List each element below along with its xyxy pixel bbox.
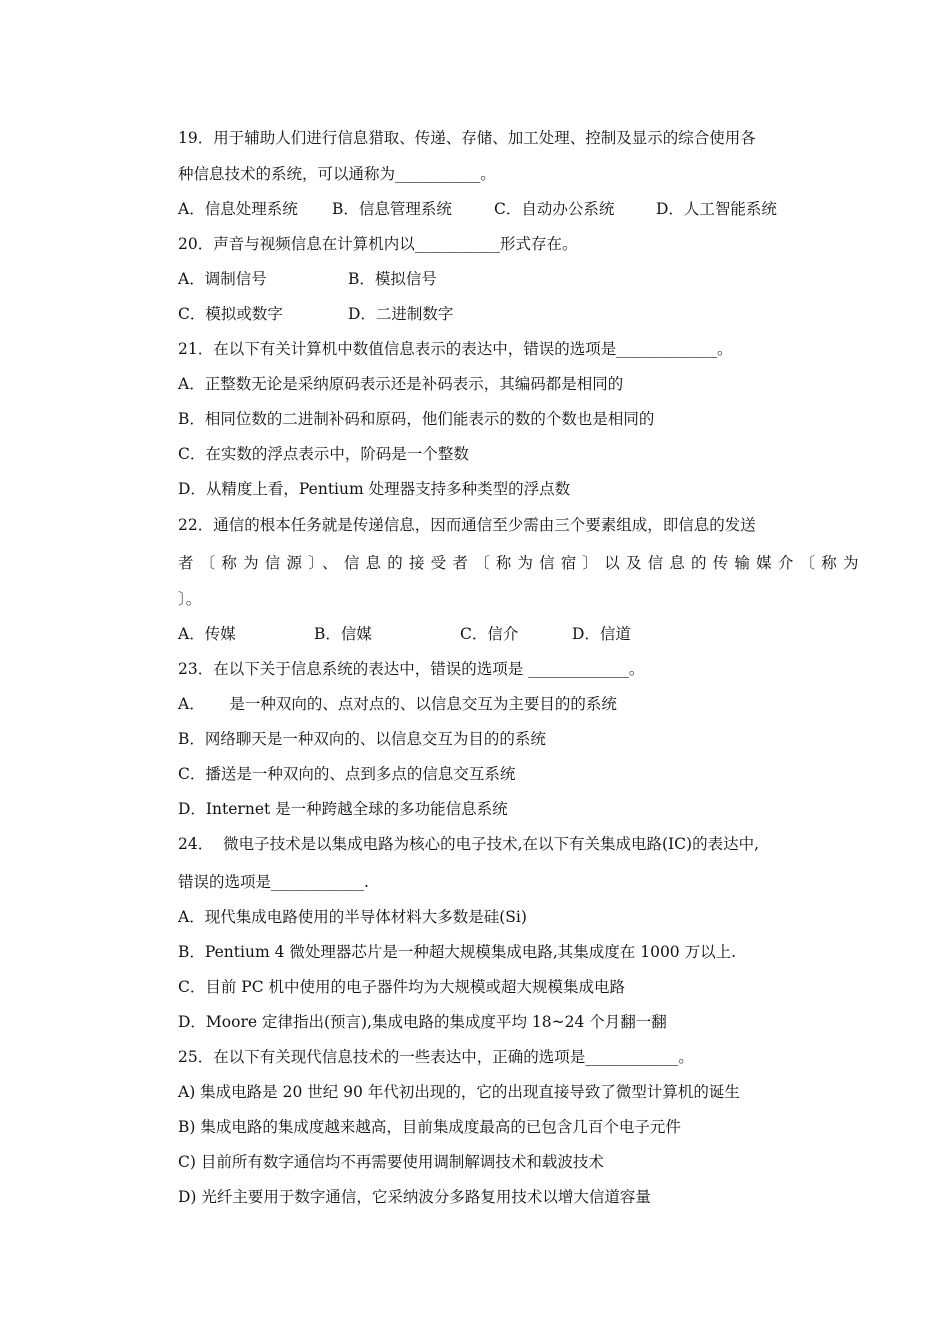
q25-option-c: C) 目前所有数字通信均不再需要使用调制解调技术和载波技术 [178,1153,604,1171]
q22-option-d: D．信道 [572,625,631,643]
q19-stem-line1: 19．用于辅助人们进行信息猎取、传递、存储、加工处理、控制及显示的综合使用各 [178,129,756,147]
q20-stem: 20．声音与视频信息在计算机内以___________形式存在。 [178,235,578,253]
q22-option-b: B．信媒 [314,625,372,643]
q21-option-d: D．从精度上看，Pentium 处理器支持多种类型的浮点数 [178,480,571,498]
q21-option-c: C．在实数的浮点表示中，阶码是一个整数 [178,445,469,463]
q24-option-c: C．目前 PC 机中使用的电子器件均为大规模或超大规模集成电路 [178,978,626,996]
q25-stem: 25．在以下有关现代信息技术的一些表达中，正确的选项是____________。 [178,1048,694,1066]
q20-option-b: B．模拟信号 [348,270,437,288]
q25-option-d: D) 光纤主要用于数字通信，它采纳波分多路复用技术以增大信道容量 [178,1188,651,1206]
q25-option-b: B) 集成电路的集成度越来越高，目前集成度最高的已包含几百个电子元件 [178,1118,681,1136]
q23-option-c: C．播送是一种双向的、点到多点的信息交互系统 [178,765,516,783]
q21-stem: 21．在以下有关计算机中数值信息表示的表达中，错误的选项是_____________。 [178,340,733,358]
q20-option-a: A．调制信号 [178,270,267,288]
q19-option-b: B．信息管理系统 [332,200,452,218]
q19-option-d: D．人工智能系统 [656,200,777,218]
q19-option-a: A．信息处理系统 [178,200,298,218]
q23-option-b: B．网络聊天是一种双向的、以信息交互为目的的系统 [178,730,546,748]
q23-option-a: A． 是一种双向的、点对点的、以信息交互为主要目的的系统 [178,695,617,713]
q24-option-d: D．Moore 定律指出(预言),集成电路的集成度平均 18~24 个月翻一翻 [178,1013,667,1031]
q19-option-c: C．自动办公系统 [494,200,615,218]
q24-option-a: A．现代集成电路使用的半导体材料大多数是硅(Si) [178,908,527,926]
q19-stem-line2: 种信息技术的系统，可以通称为___________。 [178,165,496,183]
q22-option-c: C．信介 [460,625,519,643]
q25-option-a: A) 集成电路是 20 世纪 90 年代初出现的，它的出现直接导致了微型计算机的诞生 [178,1083,740,1101]
q23-stem: 23．在以下关于信息系统的表达中，错误的选项是 _____________。 [178,660,645,678]
q20-option-c: C．模拟或数字 [178,305,283,323]
q22-stem-line1: 22．通信的根本任务就是传递信息，因而通信至少需由三个要素组成，即信息的发送 [178,516,756,534]
q24-stem-line2: 错误的选项是____________. [178,873,369,891]
q24-stem-line1: 24． 微电子技术是以集成电路为核心的电子技术,在以下有关集成电路(IC)的表达中, [178,835,760,853]
q23-option-d: D．Internet 是一种跨越全球的多功能信息系统 [178,800,508,818]
q22-option-a: A．传媒 [178,625,236,643]
q22-stem-line2: 者〔称为信源〕、信息的接受者〔称为信宿〕以及信息的传输媒介〔称为 [178,554,865,572]
q22-stem-line3: 〕。 [178,590,202,608]
q20-option-d: D．二进制数字 [348,305,454,323]
q24-option-b: B．Pentium 4 微处理器芯片是一种超大规模集成电路,其集成度在 1000 万以上. [178,943,737,961]
q21-option-a: A．正整数无论是采纳原码表示还是补码表示，其编码都是相同的 [178,375,624,393]
q21-option-b: B．相同位数的二进制补码和原码，他们能表示的数的个数也是相同的 [178,410,655,428]
